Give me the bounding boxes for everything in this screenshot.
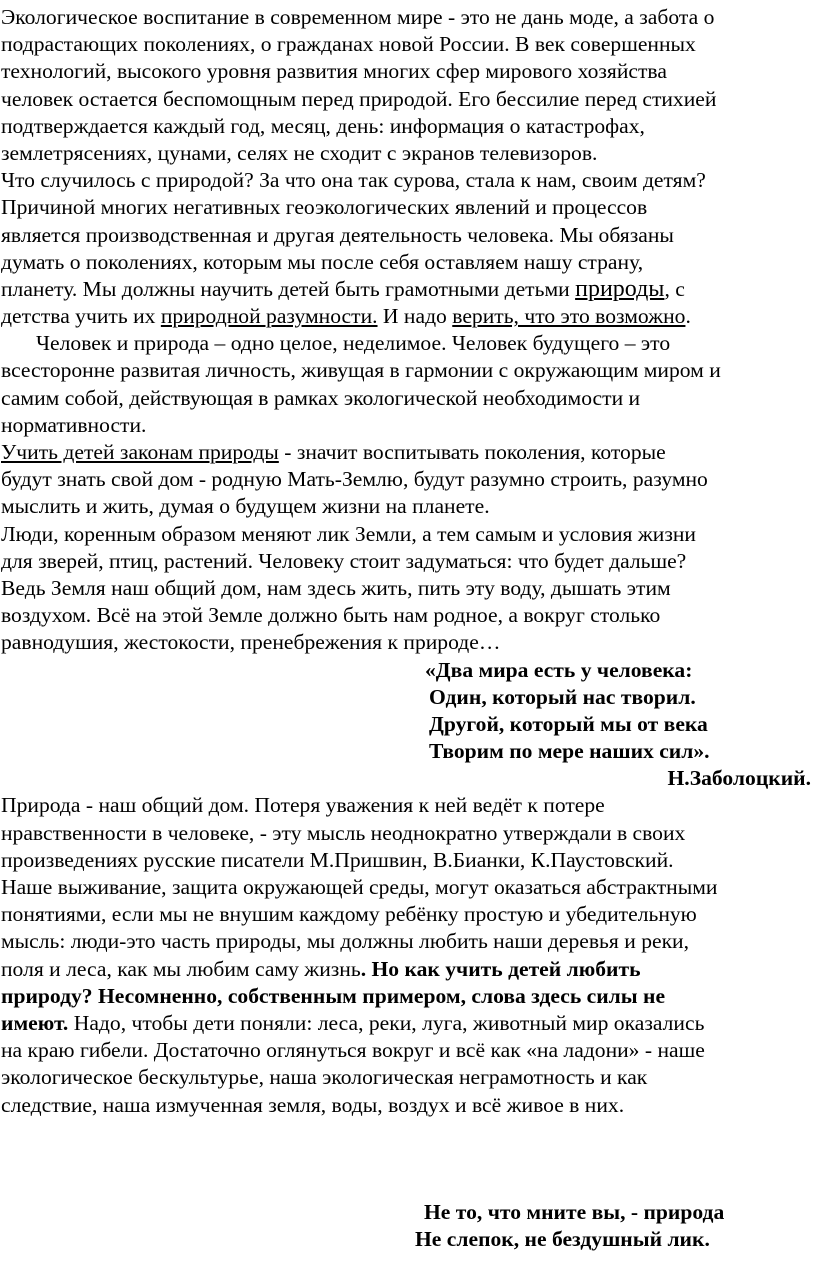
text-span: - значит воспитывать поколения, которые bbox=[278, 440, 666, 464]
text-line bbox=[1, 1010, 816, 1037]
text-span: . bbox=[685, 304, 691, 329]
paragraph-teach-laws bbox=[1, 439, 816, 521]
text-line: человек остается беспомощным перед природой. Его бессилие перед стихией bbox=[1, 86, 717, 111]
document-body bbox=[1, 4, 816, 1253]
text-line: думать о поколениях, которым мы после себя оставляем нашу страну, bbox=[1, 249, 644, 274]
text-line: следствие, наша измученная земля, воды, воздух и всё живое в них. bbox=[1, 1092, 625, 1117]
text-line: мыслить и жить, думая о будущем жизни на планете. bbox=[1, 494, 490, 519]
poem-author: Н.Заболоцкий. bbox=[667, 766, 811, 791]
text-line: нормативности. bbox=[1, 412, 147, 437]
text-line bbox=[1, 956, 816, 983]
underlined-phrase-teach-laws: Учить детей законам природы bbox=[1, 440, 279, 464]
text-line: самим собой, действующая в рамках экологической необходимости и bbox=[1, 385, 641, 410]
underlined-phrase-believe: верить, что это возможно bbox=[452, 304, 686, 329]
text-line: нравственности в человеке, - эту мысль неоднократно утверждали в своих bbox=[1, 820, 686, 845]
text-line: подтверждается каждый год, месяц, день: информация о катастрофах, bbox=[1, 113, 645, 138]
text-line: для зверей, птиц, растений. Человеку стоит задуматься: что будет дальше? bbox=[1, 548, 687, 573]
text-line bbox=[1, 439, 816, 466]
text-line: мысль: люди-это часть природы, мы должны любить наши деревья и реки, bbox=[1, 929, 690, 954]
text-line: Природа - наш общий дом. Потеря уважения к ней ведёт к потере bbox=[1, 793, 605, 818]
text-line: понятиями, если мы не внушим каждому ребёнку простую и убедительную bbox=[1, 902, 697, 927]
text-line: всесторонне развитая личность, живущая в гармонии с окружающим миром и bbox=[1, 358, 721, 383]
underlined-phrase-natural-wisdom: природной разумности. bbox=[160, 304, 378, 329]
text-line: воздухом. Всё на этой Земле должно быть нам родное, а вокруг столько bbox=[1, 603, 661, 628]
text-line: Человек и природа – одно целое, неделимое. Человек будущего – это bbox=[36, 331, 671, 356]
text-line: будут знать свой дом - родную Мать-Землю, будут разумно строить, разумно bbox=[1, 467, 708, 492]
text-line: на краю гибели. Достаточно оглянуться вокруг и всё как «на ладони» - наше bbox=[1, 1038, 705, 1063]
text-line: равнодушия, жестокости, пренебрежения к природе… bbox=[1, 630, 501, 655]
paragraph-people bbox=[1, 521, 816, 657]
poem-line: «Два мира есть у человека: bbox=[425, 657, 693, 682]
text-span: поля и леса, как мы любим саму жизнь bbox=[1, 956, 361, 981]
poem-line: Один, который нас творил. bbox=[429, 684, 696, 709]
text-span: детства учить их bbox=[1, 304, 161, 329]
paragraph-human-nature bbox=[1, 330, 816, 439]
poem-line: Творим по мере наших сил». bbox=[429, 739, 710, 764]
bold-text: . Но как учить детей любить bbox=[360, 956, 641, 981]
text-line: Причиной многих негативных геоэкологических явлений и процессов bbox=[1, 195, 648, 220]
text-line: произведениях русские писатели М.Пришвин, В.Бианки, К.Паустовский. bbox=[1, 847, 674, 872]
text-line bbox=[1, 303, 816, 330]
paragraph-intro bbox=[1, 4, 816, 167]
poem-quote bbox=[1, 657, 816, 793]
text-line: землетрясениях, цунами, селях не сходит с экранов телевизоров. bbox=[1, 140, 598, 165]
paragraph-question bbox=[1, 167, 816, 330]
text-line: подрастающих поколениях, о гражданах новой России. В век совершенных bbox=[1, 32, 696, 57]
text-line: Наше выживание, защита окружающей среды, могут оказаться абстрактными bbox=[1, 875, 718, 899]
text-line: технологий, высокого уровня развития многих сфер мирового хозяйства bbox=[1, 59, 667, 84]
underlined-word-nature: природы bbox=[575, 275, 665, 302]
bold-text-line: природу? Несомненно, собственным примером, слова здесь силы не bbox=[1, 983, 666, 1008]
text-span: И надо bbox=[377, 304, 453, 329]
spacer bbox=[1, 1119, 816, 1199]
poem-line: Другой, который мы от века bbox=[429, 711, 708, 736]
text-line: Люди, коренным образом меняют лик Земли, а тем самым и условия жизни bbox=[1, 521, 696, 546]
paragraph-common-home bbox=[1, 792, 816, 1118]
poem-tyutchev bbox=[1, 1199, 816, 1253]
text-line: является производственная и другая деятельность человека. Мы обязаны bbox=[1, 222, 674, 247]
text-span: Надо, чтобы дети поняли: леса, реки, луга, животный мир оказались bbox=[68, 1010, 705, 1035]
text-line: Экологическое воспитание в современном мире - это не дань моде, а забота о bbox=[1, 5, 715, 29]
text-line bbox=[1, 276, 816, 303]
bold-text: имеют. bbox=[1, 1010, 69, 1035]
text-span: , с bbox=[664, 276, 685, 301]
poem-line: Не слепок, не бездушный лик. bbox=[415, 1226, 710, 1251]
text-span: планету. Мы должны научить детей быть грамотными детьми bbox=[1, 276, 576, 301]
poem-line: Не то, что мните вы, - природа bbox=[424, 1199, 725, 1224]
text-line: Ведь Земля наш общий дом, нам здесь жить, пить эту воду, дышать этим bbox=[1, 575, 671, 600]
text-line: Что случилось с природой? За что она так сурова, стала к нам, своим детям? bbox=[1, 168, 706, 193]
text-line: экологическое бескультурье, наша экологическая неграмотность и как bbox=[1, 1065, 648, 1090]
